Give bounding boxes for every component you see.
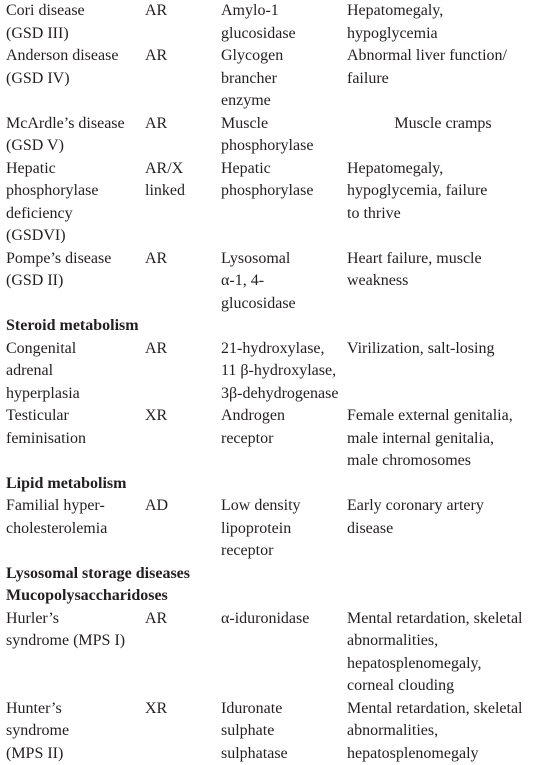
section-heading: Steroid metabolism <box>6 315 540 338</box>
inheritance-cell: AR <box>145 0 217 23</box>
disease-cell: Congenital adrenal hyperplasia <box>6 338 144 406</box>
disease-cell: Hurler’s syndrome (MPS I) <box>6 608 144 653</box>
inheritance-cell: AR/X linked <box>145 158 217 203</box>
features-cell: Early coronary artery disease <box>347 495 540 540</box>
inheritance-cell: AR <box>145 608 217 631</box>
features-cell: Mental retardation, skeletal abnormalities, hepatosplenomegaly, corneal clouding <box>347 608 540 698</box>
table-row <box>6 113 540 158</box>
enzyme-cell: Low density lipoprotein receptor <box>221 495 347 563</box>
disease-cell: Familial hyper- cholesterolemia <box>6 495 144 540</box>
disease-cell: McArdle’s disease (GSD V) <box>6 113 144 158</box>
disease-cell: Hunter’s syndrome (MPS II) <box>6 698 144 765</box>
enzyme-cell: Hepatic phosphorylase <box>221 158 347 203</box>
table-row <box>6 608 540 698</box>
inheritance-cell: AR <box>145 338 217 361</box>
features-cell: Hepatomegaly, hypoglycemia, failure to thrive <box>347 158 540 226</box>
table-row <box>6 338 540 406</box>
table-row <box>6 158 540 248</box>
enzyme-cell: Lysosomal α-1, 4- glucosidase <box>221 248 347 316</box>
features-cell: Hepatomegaly, hypoglycemia <box>347 0 540 45</box>
enzyme-cell: Amylo-1 glucosidase <box>221 0 347 45</box>
section-heading: Mucopolysaccharidoses <box>6 585 540 608</box>
inheritance-cell: AR <box>145 45 217 68</box>
table-row <box>6 45 540 113</box>
features-cell: Heart failure, muscle weakness <box>347 248 540 293</box>
enzyme-cell: 21-hydroxylase, 11 β-hydroxylase, 3β-dehydrogenase <box>221 338 371 406</box>
inheritance-cell: AD <box>145 495 217 518</box>
enzyme-cell: α-iduronidase <box>221 608 347 631</box>
features-cell: Female external genitalia, male internal genitalia, male chromosomes <box>347 405 540 473</box>
disease-table <box>6 0 540 765</box>
disease-cell: Pompe’s disease (GSD II) <box>6 248 144 293</box>
features-cell: Muscle cramps <box>347 113 539 136</box>
inheritance-cell: XR <box>145 405 217 428</box>
features-cell: Virilization, salt-losing <box>347 338 540 361</box>
table-row <box>6 0 540 45</box>
features-cell: Mental retardation, skeletal abnormalities, hepatosplenomegaly <box>347 698 540 765</box>
inheritance-cell: XR <box>145 698 217 721</box>
disease-cell: Cori disease (GSD III) <box>6 0 144 45</box>
features-cell: Abnormal liver function/ failure <box>347 45 540 90</box>
enzyme-cell: Iduronate sulphate sulphatase <box>221 698 347 765</box>
enzyme-cell: Muscle phosphorylase <box>221 113 347 158</box>
disease-cell: Hepatic phosphorylase deficiency (GSDVI) <box>6 158 144 248</box>
inheritance-cell: AR <box>145 113 217 136</box>
disease-cell: Testicular feminisation <box>6 405 144 450</box>
enzyme-cell: Glycogen brancher enzyme <box>221 45 347 113</box>
inheritance-cell: AR <box>145 248 217 271</box>
disease-cell: Anderson disease (GSD IV) <box>6 45 144 90</box>
section-heading: Lipid metabolism <box>6 473 540 496</box>
table-row <box>6 405 540 473</box>
table-row <box>6 495 540 563</box>
enzyme-cell: Androgen receptor <box>221 405 347 450</box>
section-heading: Lysosomal storage diseases <box>6 563 540 586</box>
table-row <box>6 248 540 316</box>
